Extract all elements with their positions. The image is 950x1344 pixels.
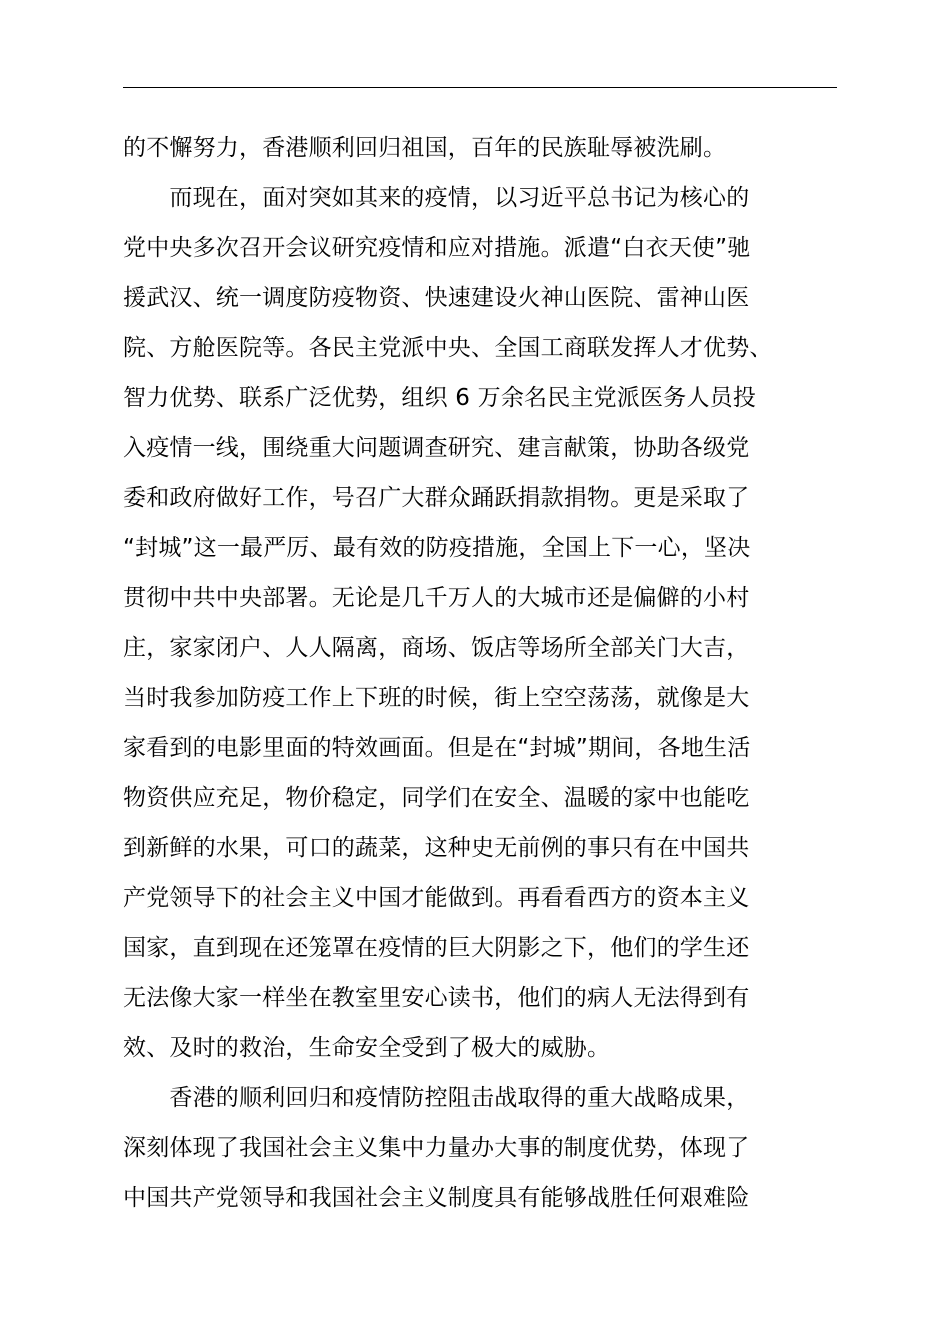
text-line: 国家，直到现在还笼罩在疫情的巨大阴影之下，他们的学生还 [123, 935, 750, 961]
text-line: 效、及时的救治，生命安全受到了极大的威胁。 [123, 1035, 611, 1061]
text-line: 当时我参加防疫工作上下班的时候，街上空空荡荡，就像是大 [123, 685, 750, 711]
text-line: 庄，家家闭户、人人隔离，商场、饭店等场所全部关门大吉， [123, 635, 750, 661]
text-line: 智力优势、联系广泛优势，组织 6 万余名民主党派医务人员投 [123, 385, 757, 411]
text-line: 而现在，面对突如其来的疫情，以习近平总书记为核心的 [123, 185, 750, 211]
text-line: 产党领导下的社会主义中国才能做到。再看看西方的资本主义 [123, 885, 750, 911]
text-line: 无法像大家一样坐在教室里安心读书，他们的病人无法得到有 [123, 985, 750, 1011]
text-line: 党中央多次召开会议研究疫情和应对措施。派遣“白衣天使”驰 [123, 235, 751, 261]
text-line: 贯彻中共中央部署。无论是几千万人的大城市还是偏僻的小村 [123, 585, 750, 611]
text-line: 委和政府做好工作，号召广大群众踊跃捐款捐物。更是采取了 [123, 485, 750, 511]
text-line: 物资供应充足，物价稳定，同学们在安全、温暖的家中也能吃 [123, 785, 750, 811]
text-line: 入疫情一线，围绕重大问题调查研究、建言献策，协助各级党 [123, 435, 750, 461]
text-line: 中国共产党领导和我国社会主义制度具有能够战胜任何艰难险 [123, 1185, 750, 1211]
document-body [123, 123, 843, 1223]
text-line: 院、方舱医院等。各民主党派中央、全国工商联发挥人才优势、 [123, 335, 773, 361]
text-line: 援武汉、统一调度防疫物资、快速建设火神山医院、雷神山医 [123, 285, 750, 311]
text-line: “封城”这一最严厉、最有效的防疫措施，全国上下一心，坚决 [123, 535, 751, 561]
text-line: 深刻体现了我国社会主义集中力量办大事的制度优势，体现了 [123, 1135, 750, 1161]
text-line: 到新鲜的水果，可口的蔬菜，这种史无前例的事只有在中国共 [123, 835, 750, 861]
header-rule [123, 87, 837, 88]
text-line: 的不懈努力，香港顺利回归祖国，百年的民族耻辱被洗刷。 [123, 135, 727, 161]
text-line: 香港的顺利回归和疫情防控阻击战取得的重大战略成果， [123, 1085, 750, 1111]
text-line: 家看到的电影里面的特效画面。但是在“封城”期间，各地生活 [123, 735, 751, 761]
